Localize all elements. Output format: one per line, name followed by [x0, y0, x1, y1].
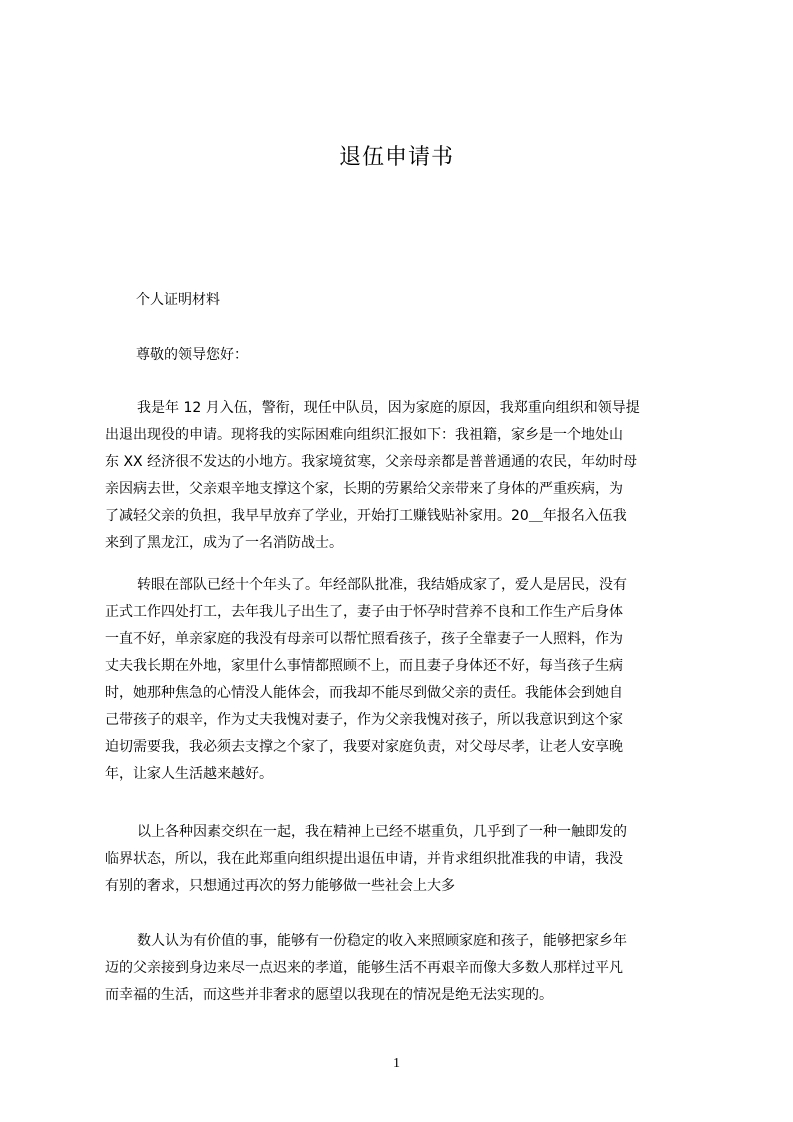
paragraph-line: 有别的奢求，只想通过再次的努力能够做一些社会上大多 [105, 878, 455, 894]
paragraph-line: 东 XX 经济很不发达的小地方。我家境贫寒，父亲母亲都是普普通通的农民，年幼时母 [105, 454, 638, 470]
page-title: 退伍申请书 [338, 145, 454, 170]
paragraph-line: 以上各种因素交织在一起，我在精神上已经不堪重负，几乎到了一种一触即发的 [137, 824, 627, 840]
paragraph-line: 时，她那种焦急的心情没人能体会，而我却不能尽到做父亲的责任。我能体会到她自 [105, 685, 623, 701]
paragraph-line: 而幸福的生活，而这些并非奢求的愿望以我现在的情况是绝无法实现的。 [105, 987, 553, 1003]
paragraph-4 [105, 928, 701, 1009]
paragraph-line: 正式工作四处打工，去年我儿子出生了，妻子由于怀孕时营养不良和工作生产后身体 [105, 604, 623, 620]
paragraph-line: 一直不好，单亲家庭的我没有母亲可以帮忙照看孩子，孩子全靠妻子一人照料，作为 [105, 631, 623, 647]
paragraph-line: 亲因病去世，父亲艰辛地支撑这个家，长期的劳累给父亲带来了身体的严重疾病，为 [105, 481, 623, 497]
paragraph-1 [105, 395, 701, 557]
salutation: 尊敬的领导您好： [136, 347, 248, 363]
paragraph-line: 迫切需要我，我必须去支撑之个家了，我要对家庭负责，对父母尽孝，让老人安享晚 [105, 739, 623, 755]
page-number: 1 [393, 1056, 400, 1071]
paragraph-line: 出退出现役的申请。现将我的实际困难向组织汇报如下：我祖籍，家乡是一个地处山 [105, 427, 623, 443]
paragraph-line: 来到了黑龙江，成为了一名消防战士。 [105, 535, 343, 551]
paragraph-line: 数人认为有价值的事，能够有一份稳定的收入来照顾家庭和孩子，能够把家乡年 [137, 933, 627, 949]
paragraph-line: 临界状态，所以，我在此郑重向组织提出退伍申请，并肯求组织批准我的申请，我没 [105, 851, 623, 867]
paragraph-line: 迈的父亲接到身边来尽一点迟来的孝道，能够生活不再艰辛而像大多数人那样过平凡 [105, 960, 623, 976]
paragraph-line: 年，让家人生活越来越好。 [105, 766, 273, 782]
paragraph-2 [105, 572, 701, 788]
subtitle: 个人证明材料 [136, 292, 220, 308]
paragraph-line: 我是年 12 月入伍，警衔，现任中队员，因为家庭的原因，我郑重向组织和领导提 [137, 400, 640, 416]
paragraph-line: 了减轻父亲的负担，我早早放弃了学业，开始打工赚钱贴补家用。20＿年报名入伍我 [105, 508, 627, 524]
paragraph-line: 丈夫我长期在外地，家里什么事情都照顾不上，而且妻子身体还不好，每当孩子生病 [105, 658, 623, 674]
paragraph-3 [105, 819, 701, 900]
paragraph-line: 己带孩子的艰辛，作为丈夫我愧对妻子，作为父亲我愧对孩子，所以我意识到这个家 [105, 712, 623, 728]
paragraph-line: 转眼在部队已经十个年头了。年经部队批准，我结婚成家了，爱人是居民，没有 [137, 577, 627, 593]
